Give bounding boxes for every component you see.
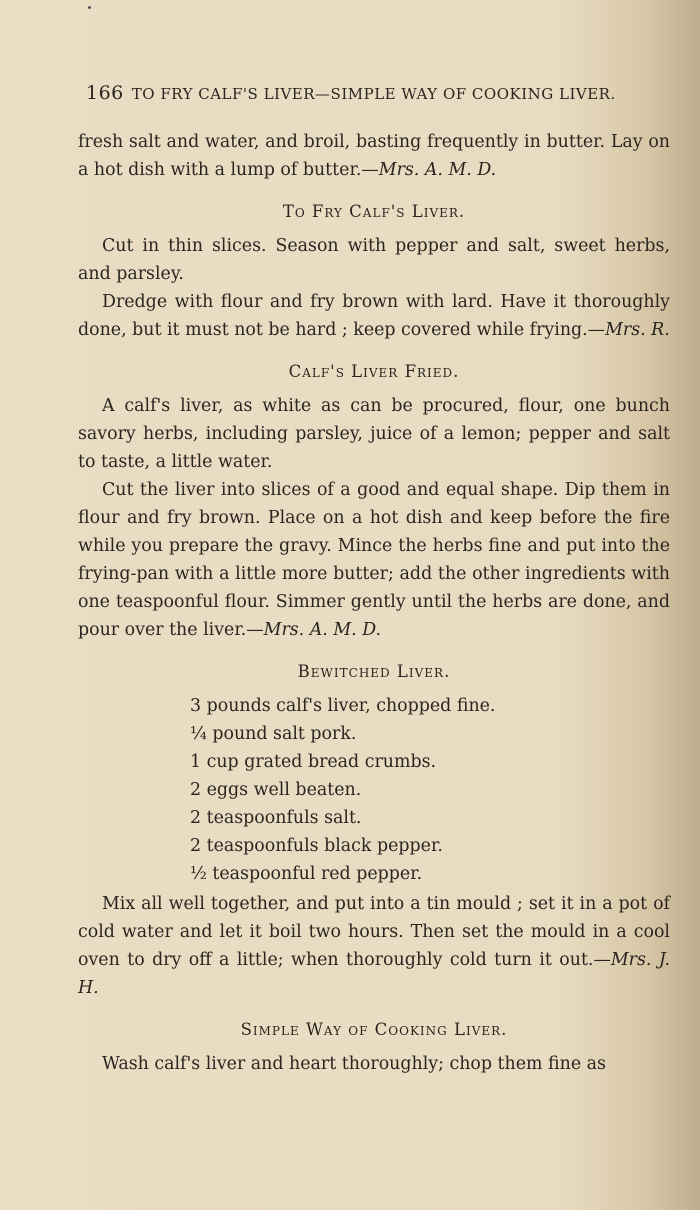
recipe-3-paragraph-1	[78, 890, 670, 1002]
page-body	[78, 128, 670, 1078]
recipe-1-attribution: Mrs. R.	[605, 320, 670, 340]
recipe-1-paragraph-2-text: Dredge with flour and fry brown with lard. Have it thoroughly done, but it must not be hard ; keep covered while frying.—	[78, 292, 670, 340]
ingredient-item: ¼ pound salt pork.	[190, 724, 357, 744]
running-title: TO FRY CALF'S LIVER—SIMPLE WAY OF COOKING LIVER.	[131, 85, 616, 103]
recipe-2-title: Calf's Liver Fried.	[288, 362, 460, 381]
recipe-2-attribution: Mrs. A. M. D.	[263, 620, 382, 640]
ingredient-item: 3 pounds calf's liver, chopped fine.	[190, 696, 496, 716]
ingredient-item: ½ teaspoonful red pepper.	[190, 864, 423, 884]
ingredient-item: 2 teaspoonfuls salt.	[190, 808, 362, 828]
recipe-1-paragraph-2	[78, 288, 670, 344]
intro-paragraph	[78, 128, 670, 184]
ingredient-list	[190, 692, 670, 888]
recipe-4-paragraph-1: Wash calf's liver and heart thoroughly; chop them fine as	[102, 1054, 606, 1074]
recipe-1-title: To Fry Calf's Liver.	[282, 202, 466, 221]
recipe-3-paragraph-1-text: Mix all well together, and put into a tin mould ; set it in a pot of cold water and let it boil two hours. Then set the mould in a cool oven to dry off a little; when thoroughly cold turn it out.—	[78, 894, 670, 970]
recipe-4-title: Simple Way of Cooking Liver.	[240, 1020, 508, 1039]
intro-line-2: Lay on a hot dish with a lump of butter.—	[78, 132, 670, 180]
running-header	[86, 82, 686, 104]
recipe-2-paragraph-1: A calf's liver, as white as can be procured, flour, one bunch savory herbs, including parsley, juice of a lemon; pepper and salt to taste, a little water.	[78, 396, 670, 472]
recipe-2-paragraph-2	[78, 476, 670, 644]
page-number: 166	[86, 82, 124, 104]
intro-attribution: Mrs. A. M. D.	[378, 160, 497, 180]
recipe-1-paragraph-1: Cut in thin slices. Season with pepper and salt, sweet herbs, and parsley.	[78, 236, 670, 284]
ink-speck	[88, 6, 91, 9]
intro-line-1: fresh salt and water, and broil, basting frequently in butter.	[78, 132, 606, 152]
ingredient-item: 2 eggs well beaten.	[190, 780, 362, 800]
ingredient-item: 2 teaspoonfuls black pepper.	[190, 836, 443, 856]
recipe-3-attribution: Mrs. J. H.	[78, 950, 671, 998]
recipe-3-title: Bewitched Liver.	[297, 662, 451, 681]
recipe-2-paragraph-2-text: Cut the liver into slices of a good and equal shape. Dip them in flour and fry brown. Place on a hot dish and keep before the fire while you prepare the gravy. Mince the herbs fine and put into the frying-pan with a little more butter; add the other ingredients with one teaspoonful flour. Simmer gently until the herbs are done, and pour over the liver.—	[78, 480, 670, 640]
ingredient-item: 1 cup grated bread crumbs.	[190, 752, 437, 772]
